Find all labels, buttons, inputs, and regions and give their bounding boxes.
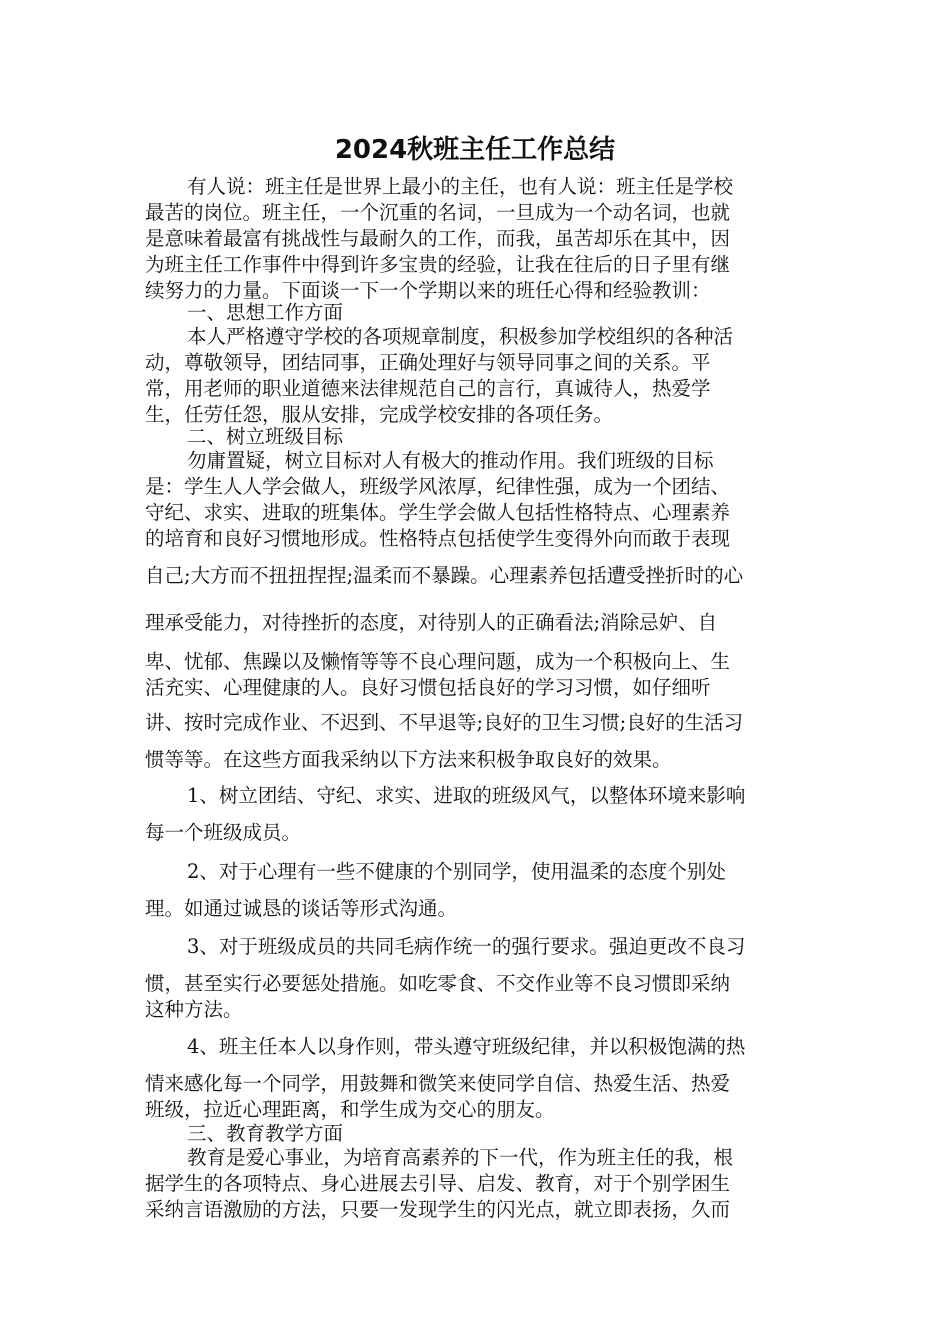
list-item: 4、班主任本人以身作则，带头遵守班级纪律，并以积极饱满的热 [187, 1035, 746, 1058]
paragraph-line: 动，尊敬领导，团结同事，正确处理好与领导同事之间的关系。平 [145, 351, 711, 374]
paragraph-line: 有人说：班主任是世界上最小的主任，也有人说：班主任是学校 [187, 175, 734, 198]
list-item-continuation: 惯，甚至实行必要惩处措施。如吃零食、不交作业等不良习惯即采纳 [145, 972, 731, 995]
list-item-continuation: 每一个班级成员。 [145, 821, 302, 844]
paragraph-line: 续努力的力量。下面谈一下一个学期以来的班任心得和经验教训： [145, 279, 711, 302]
document-title: 2024秋班主任工作总结 [334, 135, 616, 165]
paragraph-line: 生，任劳任怨，服从安排，完成学校安排的各项任务。 [145, 403, 614, 426]
section-heading: 一、思想工作方面 [187, 301, 344, 324]
list-item: 2、对于心理有一些不健康的个别同学，使用温柔的态度个别处 [187, 860, 726, 883]
paragraph-line: 据学生的各项特点、身心进展去引导、启发、教育，对于个别学困生 [145, 1172, 731, 1195]
list-item: 3、对于班级成员的共同毛病作统一的强行要求。强迫更改不良习 [187, 935, 746, 958]
paragraph-line: 活充实、心理健康的人。良好习惯包括良好的学习习惯，如仔细听 [145, 676, 711, 699]
paragraph-line: 理承受能力，对待挫折的态度，对待别人的正确看法;消除忌妒、自 [145, 611, 718, 634]
list-item: 1、树立团结、守纪、求实、进取的班级风气，以整体环境来影响 [187, 784, 746, 807]
paragraph-line: 采纳言语激励的方法，只要一发现学生的闪光点，就立即表扬，久而 [145, 1198, 731, 1221]
paragraph-line: 本人严格遵守学校的各项规章制度，积极参加学校组织的各种活 [187, 325, 734, 348]
section-heading: 二、树立班级目标 [187, 425, 344, 448]
paragraph-line: 守纪、求实、进取的班集体。学生学会做人包括性格特点、心理素养 [145, 501, 731, 524]
list-item-continuation: 理。如通过诚恳的谈话等形式沟通。 [145, 897, 458, 920]
paragraph-line: 教育是爱心事业，为培育高素养的下一代，作为班主任的我，根 [187, 1146, 734, 1169]
paragraph-line: 卑、忧郁、焦躁以及懒惰等等不良心理问题，成为一个积极向上、生 [145, 650, 731, 673]
list-item-continuation: 班级，拉近心理距离，和学生成为交心的朋友。 [145, 1098, 555, 1121]
list-item-continuation: 这种方法。 [145, 998, 243, 1021]
paragraph-line: 惯等等。在这些方面我采纳以下方法来积极争取良好的效果。 [145, 748, 672, 771]
paragraph-line: 常，用老师的职业道德来法律规范自己的言行，真诚待人，热爱学 [145, 377, 711, 400]
paragraph-line: 勿庸置疑，树立目标对人有极大的推动作用。我们班级的目标 [187, 449, 714, 472]
paragraph-line: 最苦的岗位。班主任，一个沉重的名词，一旦成为一个动名词，也就 [145, 201, 731, 224]
list-item-continuation: 情来感化每一个同学，用鼓舞和微笑来使同学自信、热爱生活、热爱 [145, 1072, 731, 1095]
paragraph-line: 的培育和良好习惯地形成。性格特点包括使学生变得外向而敢于表现 [145, 527, 731, 550]
paragraph-line: 是意味着最富有挑战性与最耐久的工作，而我，虽苦却乐在其中，因 [145, 227, 731, 250]
paragraph-line: 讲、按时完成作业、不迟到、不早退等;良好的卫生习惯;良好的生活习 [145, 711, 744, 734]
section-heading: 三、教育教学方面 [187, 1122, 344, 1145]
paragraph-line: 为班主任工作事件中得到许多宝贵的经验，让我在往后的日子里有继 [145, 253, 731, 276]
paragraph-line: 是：学生人人学会做人，班级学风浓厚，纪律性强，成为一个团结、 [145, 475, 731, 498]
paragraph-line: 自己;大方而不扭扭捏捏;温柔而不暴躁。心理素养包括遭受挫折时的心 [145, 564, 744, 587]
